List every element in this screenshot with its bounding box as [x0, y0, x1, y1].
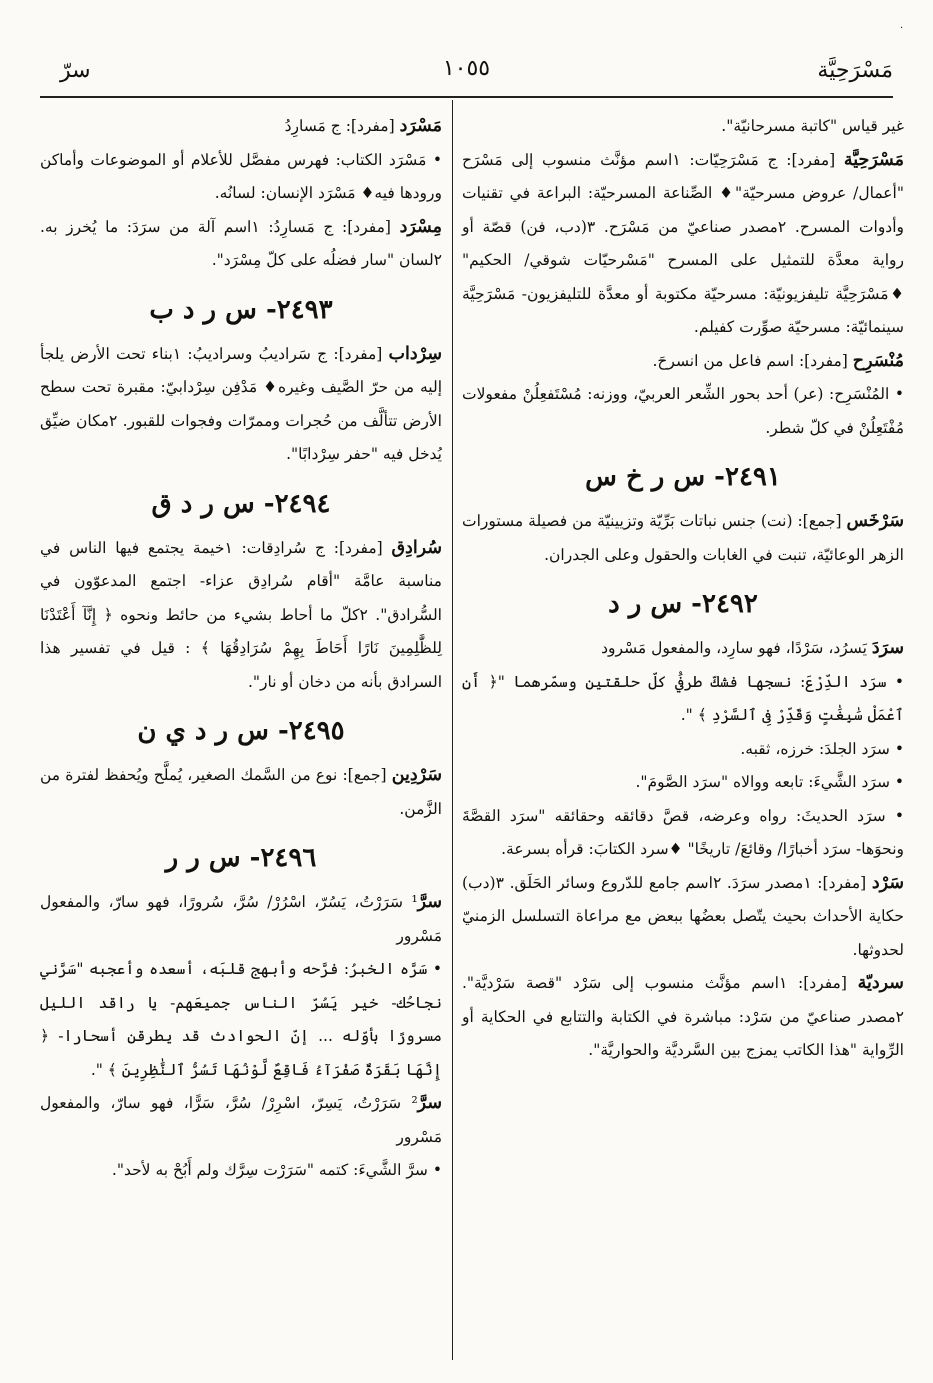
headword: مِسْرَد — [399, 216, 442, 237]
headword: سرديّة — [857, 973, 904, 993]
entry-definition: [مفرد]: ج مَسْرَحِيّات: ١اسم مؤنَّث منسوب إلى مَسْرَح "أعمال/ عروض مسرحيّة"♦ الصِّناعة المسرحيّة: البراعة في تقنيات وأدوات المسرح. ٢مصدر صناعيّ من مَسْرَح. ٣(دب، فن) قصّة أو رواية معدَّة للتمثيل على المسرح "مَسْرحيّات شوقي/ الحكيم" ♦مَسْرَحِيَّة تليفزيونيّة: مسرحيّة مكتوبة أو معدَّة للتليفزيون- مَسْرَحِيَّة سينمائيّة: مسرحيّة صوِّرت كفيلم. — [462, 150, 904, 336]
entry-definition: ² سَرَرْتُ، يَسِرّ، اسْرِرْ/ سُرَّ، سَرًّا، فهو سارّ، والمفعول مَسْرور — [40, 1094, 442, 1146]
entry-definition: يَسرُد، سَرْدًا، فهو سارِد، والمفعول مَسْرود — [601, 639, 872, 657]
entry-definition: [مفرد]: ج مَسارِدُ — [284, 117, 400, 135]
headword: سَرْدِين — [391, 765, 442, 785]
sense-paragraph: غير قياس "كاتبة مسرحانيّة". — [721, 117, 904, 135]
column-divider — [452, 100, 453, 1360]
sense-paragraph: • سرَد الدِّرْعَ: نسجها فشكّ طرفَيْ كلّ حلقتين وسمّرهما "﴿ أَنِ ٱعْمَلْ سَٰبِغَٰتٍ وَقَدِّرْ فِى ٱلسَّرْدِ ﴾ ". — [462, 672, 904, 724]
root-heading: ٢٤٩٤- س ر د ق — [151, 488, 331, 519]
page-header — [40, 52, 893, 92]
entry-definition: ¹ سَرَرْتُ، يَسُرّ، اسْرُرْ/ سُرَّ، سُرورًا، فهو سارّ، والمفعول مَسْرور — [40, 893, 442, 945]
dictionary-entry — [40, 338, 442, 472]
dictionary-entry — [462, 632, 904, 666]
dictionary-entry — [462, 967, 904, 1068]
dictionary-entry — [462, 144, 904, 345]
headword: سِرْداب — [388, 343, 442, 364]
root-heading: ٢٤٩١- س ر خ س — [585, 462, 781, 492]
entry-definition: [جمع]: (نت) جنس نباتات بَرِّيّة وتزيينيّة من فصيلة مستورات الزهر الوعائيّة، تنبت في الغابات والحقول وعلى الجدران. — [462, 512, 904, 564]
sense-paragraph: • سرَد الحديثَ: رواه وعرضه، قصَّ دقائقه وحقائقه "سرَد القصَّةَ ونحوَها- سرَد أخبارًا/ وقائعَ/ تاريخًا" ♦سرد الكتابَ: قرأه بسرعة. — [462, 806, 904, 858]
entry-definition: [مفرد]: ١مصدر سرَدَ. ٢اسم جامع للدّروع وسائر الحَلَق. ٣(دب) حكاية الأحداث بحيث يتّصل بعضُها ببعض مع مراعاة التسلسل الزمنيّ لحدوثها. — [462, 873, 904, 959]
headword: مَسْرَحِيَّة — [843, 149, 905, 170]
dictionary-entry — [40, 1087, 442, 1154]
entry-definition: [مفرد]: ج مَسارِدُ: ١اسم آلة من سرَدَ: ما يُخرز به. ٢لسان "سار فضلُه على كلّ مِسْرَد". — [40, 217, 442, 269]
entry-definition: [مفرد]: ج سُرادِقات: ١خيمة يجتمع فيها الناس في مناسبة عامَّة "أقام سُرادِق عزاء- اجتمع المدعوّون في السُّرادق". ٢كلّ ما أحاط بشيء من حائط ونحوه ﴿ إِنَّآ أَعْتَدْنَا لِلظَّٰلِمِينَ نَارًا أَحَاطَ بِهِمْ سُرَادِقُهَا ﴾ : قيل في تفسير هذا السرادق بأنه من دخان أو نار". — [40, 538, 442, 691]
headword: مُنْسَرِح — [852, 350, 904, 371]
entry-definition: [مفرد]: ج سَراديبُ وسراديبُ: ١بناء تحت الأرض يلجأ إليه من حرّ الصَّيف وغيره♦ مَدْفِن سِرْدابيّ: مقبرة تحت سطح الأرض تتألَّف من حُجرات وممرّات وفجوات للقبور. ٢مكان ضيِّق يُدخل فيه "حفر سِرْدابًا". — [40, 344, 442, 463]
root-heading: ٢٤٩٢- س ر د — [608, 589, 758, 619]
headword: سرَدَ — [871, 638, 904, 658]
headword: سَرْد — [871, 872, 905, 893]
sense-paragraph: • سرَد الشَّيءَ: تابعه ووالاه "سرَد الصَّومَ". — [635, 773, 904, 791]
right-column — [462, 110, 904, 1068]
left-column — [40, 110, 442, 1188]
entry-definition: [جمع]: نوع من السَّمك الصغير، يُملَّح ويُحفظ لفترة من الزَّمن. — [40, 766, 442, 818]
headword: مَسْرَد — [399, 116, 442, 136]
entry-definition: [مفرد]: اسم فاعل من انسرحَ. — [652, 351, 853, 370]
sense-paragraph: • سرَّ الشَّيءَ: كتمه "سَرَرْت سِرَّك ولم أَبُحْ به لأحد". — [111, 1161, 442, 1179]
headword: سَرْخَس — [846, 511, 904, 531]
dictionary-entry — [462, 867, 904, 968]
dictionary-entry — [462, 345, 904, 379]
sense-paragraph: • مَسْرَد الكتاب: فهرس مفصَّل للأعلام أو الموضوعات وأماكن ورودها فيه♦ مَسْرَد الإنسان: لسانُه. — [40, 150, 442, 202]
dictionary-entry — [40, 886, 442, 953]
sense-paragraph: • سَرَّه الخبرُ: فرَّحه وأبهج قلبَه، أسعده وأعجبه "سَرَّني نجاحُك- خير يَسُرّ الناس جميعَهم- يا راقد الليل مسرورًا بأوّله ... إنّ الحوادث قد يطرقن أسحارا- ﴿ إِنَّهَا بَقَرَةٌ صَفْرَآءُ فَاقِعٌ لَّوْنُهَا تَسُرُّ ٱلنَّٰظِرِينَ ﴾ ". — [40, 960, 442, 1079]
header-guide-word-left: سرّ — [60, 58, 91, 83]
dictionary-entry — [40, 110, 442, 144]
headword: سرَّ — [417, 1093, 442, 1113]
dictionary-entry — [40, 532, 442, 700]
headword: سرَّ — [417, 892, 442, 912]
dictionary-entry — [462, 505, 904, 572]
dictionary-entry — [40, 759, 442, 826]
headword: سُرادِق — [391, 537, 443, 558]
sense-paragraph: • سرَد الجلدَ: خرزه، ثقبه. — [740, 739, 904, 758]
root-heading: ٢٤٩٦- س ر ر — [165, 843, 317, 873]
header-rule — [40, 96, 893, 98]
root-heading: ٢٤٩٥- س ر د ي ن — [137, 716, 345, 746]
page-number: ١٠٥٥ — [442, 56, 491, 81]
root-heading: ٢٤٩٣- س ر د ب — [149, 294, 333, 325]
sense-paragraph: • المُنْسَرِح: (عر) أحد بحور الشِّعر العربيّ، ووزنه: مُسْتَفعِلُنْ مفعولات مُفْتَعِلُنْ في كلّ شطر. — [462, 385, 904, 437]
dictionary-entry — [40, 211, 442, 278]
header-guide-word-right: مَسْرَحِيَّة — [817, 58, 893, 83]
entry-definition: [مفرد]: ١اسم مؤنَّث منسوب إلى سَرْد "قصة سَرْديَّة". ٢مصدر صناعيّ من سَرْد: مباشرة في الكتابة والتتابع في الحكاية أو الرِّواية "هذا الكاتب يمزج بين السَّرديَّة والحواريَّة". — [462, 974, 904, 1059]
page-mark: . — [900, 20, 904, 31]
